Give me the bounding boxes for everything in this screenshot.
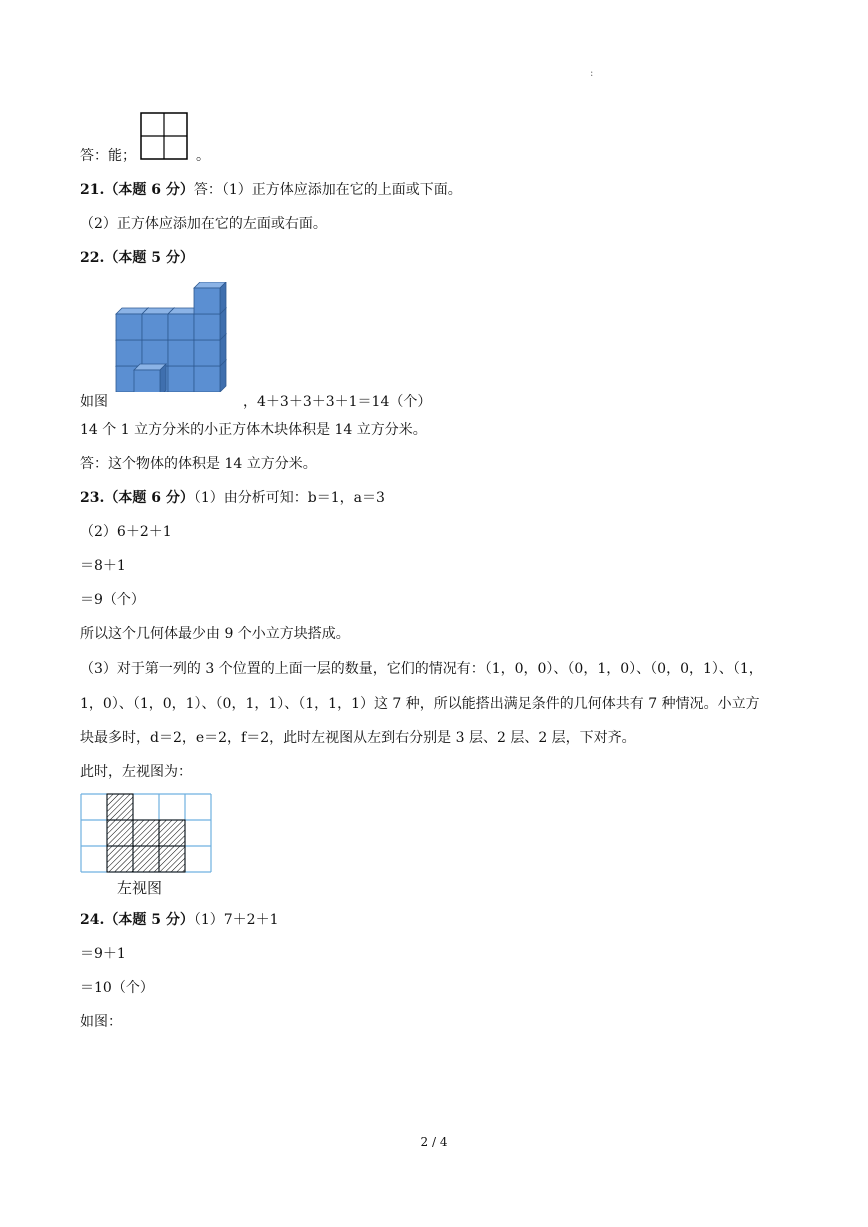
left-view-filled-cell — [159, 846, 185, 872]
q21-heading: 21.（本题 6 分） — [80, 182, 194, 198]
cube-12 — [194, 282, 226, 314]
q22-answer: 答：这个物体的体积是 14 立方分米。 — [80, 456, 317, 472]
q23-part2-d: 所以这个几何体最少由 9 个小立方块搭成。 — [80, 626, 350, 642]
q23-part3-b: 1，0）、（1，0，1）、（0，1，1）、（1，1，1）这 7 种，所以能搭出满足条件的几何体共有 7 种情况。小立方 — [80, 696, 760, 712]
left-view-filled-cell — [159, 820, 185, 846]
left-view-filled-cell — [133, 846, 159, 872]
q23-part2-b: ＝8＋1 — [80, 558, 126, 574]
left-view-grid-figure — [80, 793, 214, 873]
left-view-filled-cell — [107, 846, 133, 872]
q21-line — [80, 180, 462, 200]
q24-part1: （1）7＋2＋1 — [193, 912, 279, 928]
cube-front — [134, 364, 166, 392]
left-view-filled-cell — [107, 794, 133, 820]
q23-part3-c: 块最多时，d＝2，e＝2，f＝2，此时左视图从左到右分别是 3 层、2 层、2 层，下对齐。 — [80, 730, 636, 746]
left-view-filled-cell — [133, 820, 159, 846]
q24-part1-b: ＝9＋1 — [80, 946, 126, 962]
q21-answer: 答：（1）正方体应添加在它的上面或下面。 — [193, 182, 462, 198]
q23-part2-c: ＝9（个） — [80, 592, 145, 608]
q24-part1-d: 如图： — [80, 1014, 122, 1030]
left-view-filled-cell — [107, 820, 133, 846]
q22-heading: 22.（本题 5 分） — [80, 250, 194, 266]
q23-part2-a: （2）6＋2＋1 — [80, 524, 172, 540]
q23-part1: （1）由分析可知：b＝1，a＝3 — [193, 490, 385, 506]
q23-part3-a: （3）对于第一列的 3 个位置的上面一层的数量，它们的情况有：（1，0，0）、（0，1，0）、（0，0，1）、（1， — [80, 661, 763, 677]
corner-mark: : — [590, 68, 594, 79]
two-by-two-grid-figure — [140, 112, 190, 162]
q20-answer-suffix: 。 — [196, 148, 210, 164]
q23-heading: 23.（本题 6 分） — [80, 490, 194, 506]
q22-formula: ，4＋3＋3＋3＋1＝14（个） — [243, 394, 432, 410]
page-number: 2 / 4 — [420, 1135, 448, 1149]
q21-part2: （2）正方体应添加在它的左面或右面。 — [80, 216, 327, 232]
q24-part1-c: ＝10（个） — [80, 980, 154, 996]
q22-volume-text: 14 个 1 立方分米的小正方体木块体积是 14 立方分米。 — [80, 422, 427, 438]
q23-line — [80, 488, 385, 508]
left-view-caption: 左视图 — [117, 879, 163, 897]
q24-heading: 24.（本题 5 分） — [80, 912, 194, 928]
q22-figure-prefix: 如图 — [80, 394, 108, 410]
q23-part3-d: 此时，左视图为： — [80, 764, 192, 780]
cube-stack-figure — [112, 282, 236, 392]
q24-line — [80, 910, 279, 930]
q20-answer-prefix: 答：能； — [80, 148, 136, 164]
